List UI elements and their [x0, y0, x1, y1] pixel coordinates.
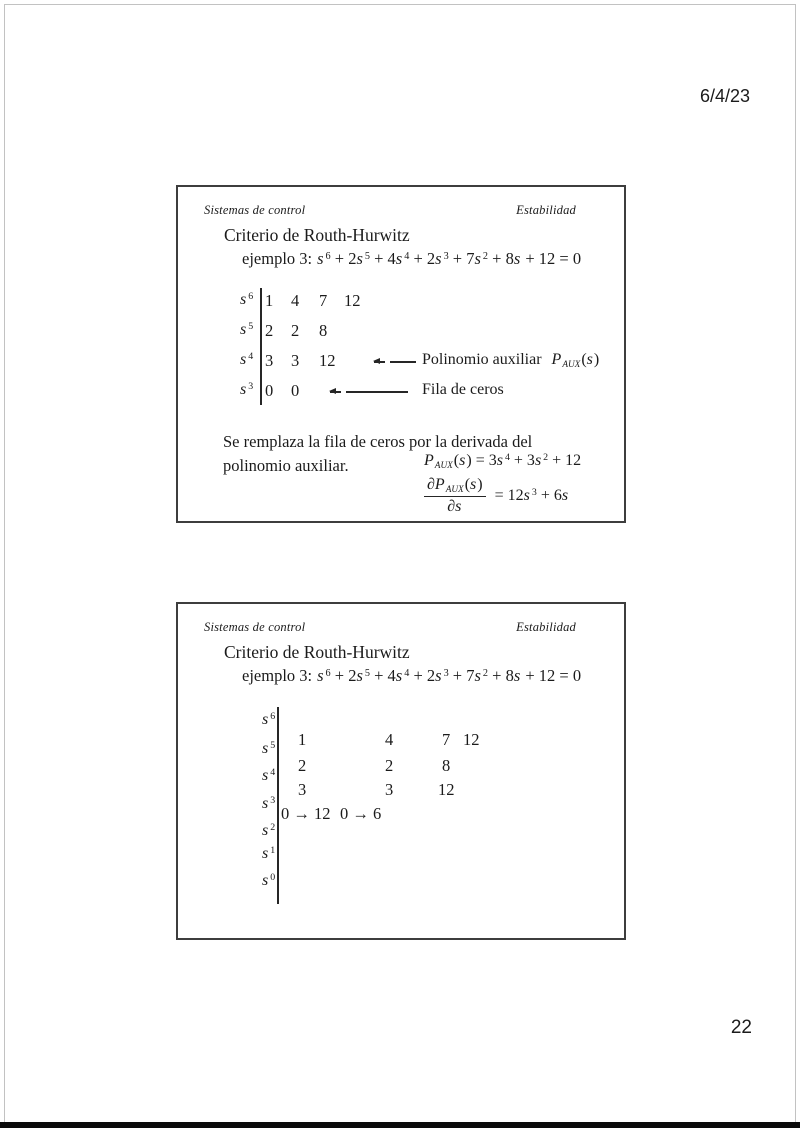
- page-border-frame: [4, 4, 796, 1123]
- routh-cell: 2: [385, 756, 394, 775]
- routh-cell: 7: [319, 291, 328, 310]
- slide-2: [176, 602, 626, 940]
- routh-cell: 0: [265, 381, 274, 400]
- fraction-denominator: ∂s: [447, 498, 462, 515]
- characteristic-polynomial: s $^6$ + 2s $^5$ + 4s $^4$ + 2s $^3$ + 7s $^2$ + 8s + 12 = 0: [317, 666, 582, 685]
- routh-cell: 3: [265, 351, 274, 370]
- example-prefix: ejemplo 3:: [242, 249, 313, 268]
- routh-cell: 1: [298, 730, 307, 749]
- row-power-s1: s $^1$: [262, 845, 276, 862]
- page-date: 6/4/23: [699, 86, 750, 106]
- auxiliary-polynomial-annotation: [422, 351, 599, 369]
- routh-cell: 3: [298, 780, 307, 799]
- routh-cell: 1: [265, 291, 274, 310]
- routh-cell: 12: [463, 730, 480, 749]
- auxiliary-polynomial-formula: $P_{AUX}(s) = 3s$ $^4$ + 3s $^2$ + 12: [424, 452, 582, 471]
- routh-cell: 2: [298, 756, 307, 775]
- row-power-s4: s $^4$: [262, 767, 276, 784]
- routh-cell: 12: [319, 351, 336, 370]
- note-line-1: Se remplaza la fila de ceros por la derivada del: [223, 432, 533, 451]
- annotation-text: Fila de ceros: [422, 381, 504, 398]
- derivative-formula: [424, 476, 569, 516]
- slide1-example-equation: [242, 249, 581, 269]
- page-number: 22: [730, 1017, 752, 1038]
- example-prefix: ejemplo 3:: [242, 666, 313, 685]
- annotation-text: Polinomio auxiliar: [422, 351, 542, 368]
- slide1-title: Criterio de Routh-Hurwitz: [224, 225, 410, 245]
- row-power-s3: s $^3$: [262, 795, 276, 812]
- left-arrow-icon: [374, 351, 416, 373]
- derivative-result: = 12s $^3$ + 6s: [494, 487, 569, 504]
- routh-cell-replaced: 0 → 12: [281, 804, 331, 823]
- footer-bar: [0, 1122, 800, 1128]
- routh-cell: 4: [291, 291, 300, 310]
- routh-cell: 8: [442, 756, 451, 775]
- derivative-fraction: [424, 476, 486, 516]
- paux-symbol: $P_{AUX}(s)$: [551, 351, 600, 370]
- left-arrow-icon: [330, 381, 408, 403]
- row-power-s2: s $^2$: [262, 822, 276, 839]
- fraction-numerator: $\partial P_{AUX}(s)$: [424, 476, 486, 497]
- routh-cell: 8: [319, 321, 328, 340]
- routh-cell: 3: [385, 780, 394, 799]
- routh-cell: 3: [291, 351, 300, 370]
- routh-cell: 12: [438, 780, 455, 799]
- slide-1: [176, 185, 626, 523]
- row-power-s0: s $^0$: [262, 872, 276, 889]
- slide2-example-equation: [242, 666, 581, 686]
- routh-cell: 12: [344, 291, 361, 310]
- routh-cell: 0: [291, 381, 300, 400]
- row-power-s5: s $^5$: [240, 321, 254, 338]
- slide1-topic-label: Estabilidad: [516, 203, 576, 217]
- slide2-title: Criterio de Routh-Hurwitz: [224, 642, 410, 662]
- note-line-2: polinomio auxiliar.: [223, 456, 349, 475]
- routh-table-divider-line: [260, 288, 262, 405]
- slide1-course-label: Sistemas de control: [204, 203, 306, 217]
- row-power-s3: s $^3$: [240, 381, 254, 398]
- slide2-topic-label: Estabilidad: [516, 620, 576, 634]
- row-power-s6: s $^6$: [262, 711, 276, 728]
- row-power-s6: s $^6$: [240, 291, 254, 308]
- row-of-zeros-annotation: [422, 381, 504, 399]
- routh-cell: 2: [265, 321, 274, 340]
- routh-cell: 7: [442, 730, 451, 749]
- characteristic-polynomial: s $^6$ + 2s $^5$ + 4s $^4$ + 2s $^3$ + 7s $^2$ + 8s + 12 = 0: [317, 249, 582, 268]
- routh-cell: 4: [385, 730, 394, 749]
- row-power-s5: s $^5$: [262, 740, 276, 757]
- routh-cell-replaced: 0 → 6: [340, 804, 382, 823]
- row-power-s4: s $^4$: [240, 351, 254, 368]
- routh-cell: 2: [291, 321, 300, 340]
- routh-table-divider-line: [277, 707, 279, 904]
- slide2-course-label: Sistemas de control: [204, 620, 306, 634]
